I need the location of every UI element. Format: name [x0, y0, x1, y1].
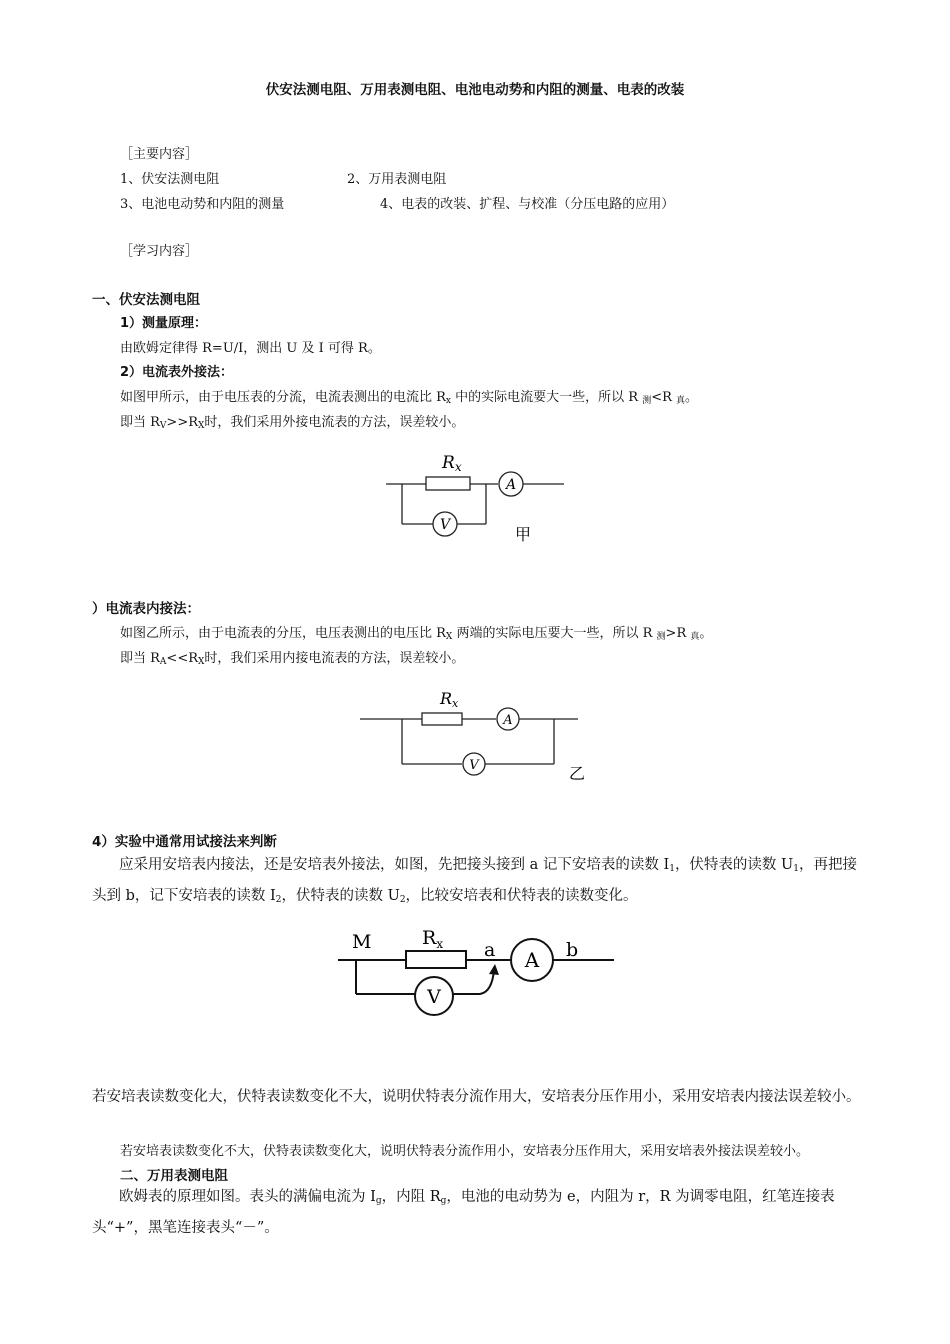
figure-yi: [356, 684, 588, 784]
main-content-item: 1、伏安法测电阻: [120, 172, 220, 187]
voltmeter-symbol: V: [439, 517, 451, 533]
conclusion-paragraph-2: 若安培表读数变化不大，伏特表读数变化大，说明伏特表分流作用小，安培表分压作用大，采用安培表外接法误差较小。: [120, 1144, 810, 1159]
main-content-item: 3、电池电动势和内阻的测量: [120, 197, 285, 212]
principle-text: 由欧姆定律得 R=U/I，测出 U 及 I 可得 R。: [120, 341, 381, 356]
node-a-label: a: [484, 939, 496, 961]
voltmeter-symbol: V: [469, 758, 479, 773]
internal-method-heading: ）电流表内接法：: [92, 601, 200, 617]
ammeter-symbol: A: [503, 713, 513, 728]
trial-method-heading: 4）实验中通常用试接法来判断: [92, 834, 277, 850]
principle-heading: 1）测量原理：: [120, 316, 208, 331]
section2-heading: 二、万用表测电阻: [120, 1168, 228, 1184]
section1-heading: 一、伏安法测电阻: [92, 292, 200, 308]
figure-caption: 甲: [515, 525, 532, 544]
figure-caption: 乙: [569, 764, 586, 783]
page-title: 伏安法测电阻、万用表测电阻、电池电动势和内阻的测量、电表的改装: [265, 82, 685, 98]
trial-method-text: 应采用安培表内接法，还是安培表外接法，如图，先把接头接到 a 记下安培表的读数 $I_1$，伏特表的读数 $U_1$，再把接头到 b，记下安培表的读数 $I_2$，伏特表的读数 $U_2$，比较安培表和伏特表的读数变化。: [92, 857, 858, 905]
ammeter-symbol: A: [524, 948, 540, 972]
figure-trial-connection: [334, 922, 624, 1026]
resistor-label: $R_x$: [422, 927, 444, 951]
study-heading: ［学习内容］: [120, 244, 199, 259]
node-m-label: M: [352, 931, 372, 953]
conclusion-paragraph-1: 若安培表读数变化大，伏特表读数变化不大，说明伏特表分流作用大，安培表分压作用小，采用安培表内接法误差较小。: [92, 1089, 861, 1105]
main-content-item: 2、万用表测电阻: [347, 172, 447, 187]
figure-jia: [380, 448, 580, 552]
ammeter-symbol: A: [505, 477, 517, 493]
node-b-label: b: [566, 939, 579, 961]
internal-method-line2: 即当 $R_A<<R_X$时，我们采用内接电流表的方法，误差较小。: [120, 651, 465, 667]
main-content-heading: ［主要内容］: [120, 147, 199, 162]
external-method-line1: 如图甲所示，由于电压表的分流，电流表测出的电流比 $R_x$ 中的实际电流要大一些，所以 R $_测$<R $_真$。: [120, 390, 699, 406]
internal-method-line1: 如图乙所示，由于电流表的分压，电压表测出的电压比 $R_X$ 两端的实际电压要大一些，所以 R $_测$>R $_真$。: [120, 626, 713, 642]
arrow-head-icon: [489, 964, 499, 975]
ohmmeter-principle-text: 欧姆表的原理如图。表头的满偏电流为 $I_g$，内阻 $R_g$，电池的电动势为 e，内阻为 r，R 为调零电阻，红笔连接表头“+”，黑笔连接表头“－”。: [92, 1189, 835, 1236]
voltmeter-symbol: V: [427, 986, 441, 1008]
external-method-line2: 即当 $R_V>>R_X$时，我们采用外接电流表的方法，误差较小。: [120, 415, 465, 431]
resistor-label: Rx: [440, 689, 459, 710]
resistor-label: Rx: [442, 453, 462, 474]
main-content-item: 4、电表的改装、扩程、与校准（分压电路的应用）: [380, 197, 675, 212]
external-method-heading: 2）电流表外接法：: [120, 365, 234, 380]
